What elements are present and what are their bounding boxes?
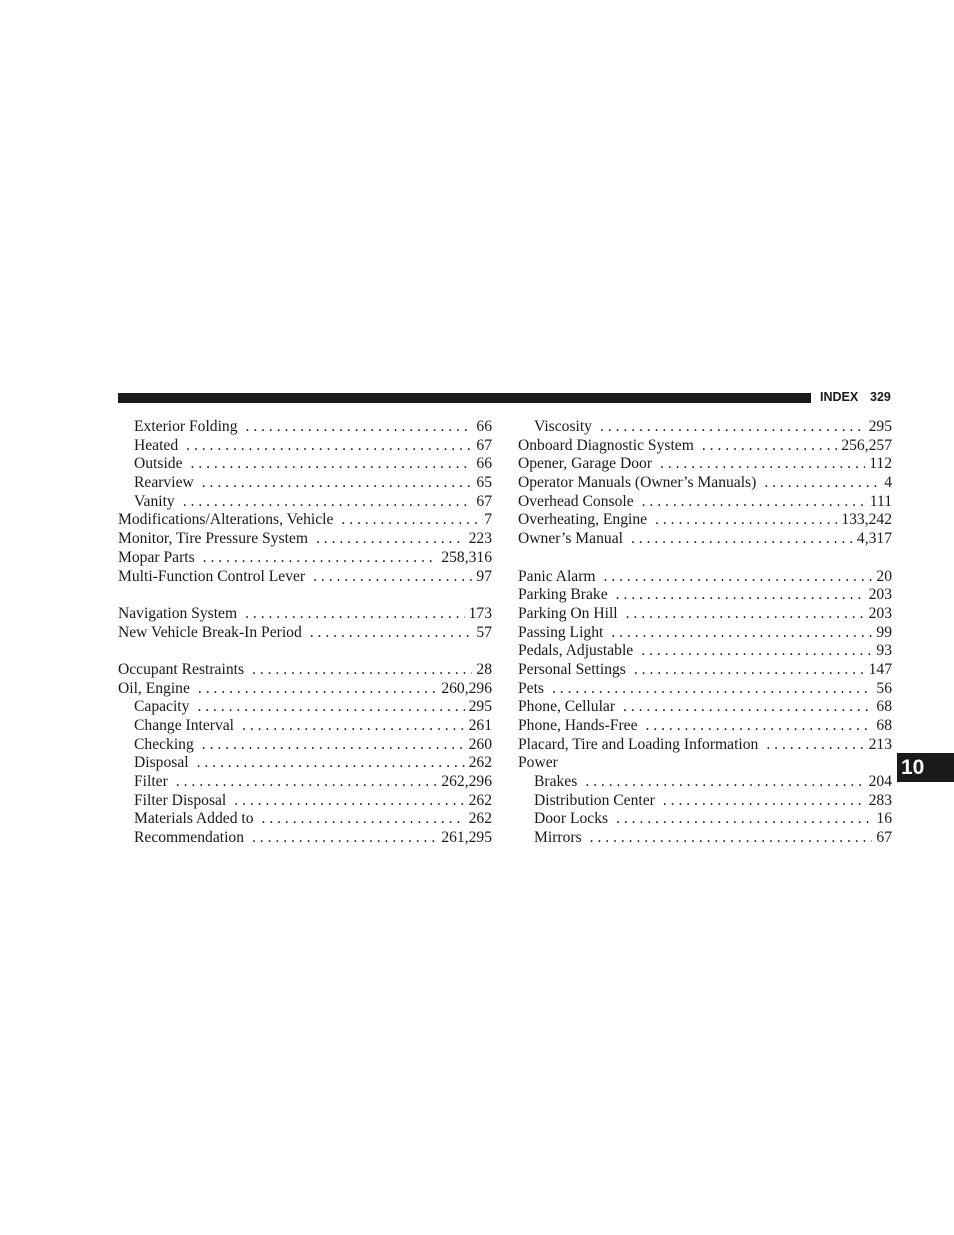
dot-leader xyxy=(341,511,480,530)
index-subentry[interactable] xyxy=(118,437,492,456)
index-subentry[interactable] xyxy=(118,829,492,848)
entry-label: Multi-Function Control Lever xyxy=(118,567,306,585)
dot-leader xyxy=(600,418,865,437)
entry-label: Placard, Tire and Loading Information xyxy=(518,735,759,753)
entry-page-ref[interactable]: 223 xyxy=(468,530,492,548)
index-subentry[interactable] xyxy=(518,418,892,437)
index-entry[interactable] xyxy=(518,605,892,624)
index-entry[interactable] xyxy=(118,680,492,699)
dot-leader xyxy=(764,474,880,493)
entry-page-ref[interactable]: 68 xyxy=(876,717,892,734)
chapter-tab[interactable]: 10 xyxy=(897,753,954,782)
index-entry[interactable] xyxy=(518,754,892,773)
entry-page-ref[interactable]: 66 xyxy=(476,418,492,435)
index-subentry[interactable] xyxy=(518,773,892,792)
index-subentry[interactable] xyxy=(118,792,492,811)
entry-page-ref[interactable]: 65 xyxy=(476,474,492,492)
entry-page-ref[interactable]: 260,296 xyxy=(441,679,492,697)
dot-leader xyxy=(623,698,872,717)
index-subentry[interactable] xyxy=(118,474,492,493)
entry-page-ref[interactable]: 258,316 xyxy=(441,548,492,566)
dot-leader xyxy=(202,736,465,755)
dot-leader xyxy=(631,530,853,549)
dot-leader xyxy=(197,754,465,773)
dot-leader xyxy=(766,736,864,755)
index-entry[interactable] xyxy=(118,530,492,549)
dot-leader xyxy=(316,530,465,549)
index-subentry[interactable] xyxy=(118,493,492,512)
entry-label: Operator Manuals (Owner’s Manuals) xyxy=(518,474,757,492)
dot-leader xyxy=(246,418,473,437)
entry-page-ref[interactable]: 295 xyxy=(868,418,892,435)
entry-page-ref[interactable]: 4 xyxy=(884,474,892,492)
entry-spacer xyxy=(518,549,892,568)
index-column-left xyxy=(118,418,492,848)
entry-page-ref[interactable]: 67 xyxy=(476,436,492,454)
index-entry[interactable] xyxy=(518,455,892,474)
dot-leader xyxy=(626,605,865,624)
index-entry[interactable] xyxy=(518,474,892,493)
entry-label: Occupant Restraints xyxy=(118,660,245,678)
entry-page-ref[interactable]: 99 xyxy=(876,623,892,641)
dot-leader xyxy=(234,792,464,811)
index-entry[interactable] xyxy=(518,511,892,530)
entry-page-ref[interactable]: 28 xyxy=(476,660,492,678)
entry-label: Overhead Console xyxy=(518,492,634,510)
entry-label: New Vehicle Break-In Period xyxy=(118,623,302,641)
index-entry[interactable] xyxy=(518,680,892,699)
entry-page-ref[interactable]: 67 xyxy=(876,829,892,847)
entry-label: Materials Added to xyxy=(134,810,254,828)
dot-leader xyxy=(611,624,872,643)
entry-spacer xyxy=(118,586,492,605)
entry-label: Outside xyxy=(134,455,183,473)
entry-label: Filter Disposal xyxy=(134,791,227,809)
entry-page-ref[interactable]: 111 xyxy=(869,492,892,510)
entry-spacer xyxy=(118,642,492,661)
entry-label: Navigation System xyxy=(118,604,238,622)
dot-leader xyxy=(660,455,865,474)
index-subentry[interactable] xyxy=(118,717,492,736)
entry-label: Capacity xyxy=(134,698,190,716)
entry-label: Parking Brake xyxy=(518,586,608,604)
entry-label: Disposal xyxy=(134,754,189,772)
dot-leader xyxy=(245,605,465,624)
header-rule xyxy=(118,393,811,403)
entry-label: Rearview xyxy=(134,474,194,492)
index-subentry[interactable] xyxy=(118,455,492,474)
index-entry[interactable] xyxy=(518,661,892,680)
entry-page-ref[interactable]: 262 xyxy=(468,791,492,809)
index-entry[interactable] xyxy=(518,624,892,643)
entry-label: Modifications/Alterations, Vehicle xyxy=(118,511,334,529)
entry-page-ref[interactable]: 213 xyxy=(868,735,892,753)
index-subentry[interactable] xyxy=(118,754,492,773)
entry-label: Vanity xyxy=(134,492,175,510)
entry-label: Overheating, Engine xyxy=(518,511,648,529)
entry-label: Oil, Engine xyxy=(118,679,190,697)
dot-leader xyxy=(198,680,437,699)
entry-page-ref[interactable]: 262,296 xyxy=(441,773,492,791)
dot-leader xyxy=(616,810,872,829)
dot-leader xyxy=(604,568,873,587)
entry-label: Filter xyxy=(134,773,168,791)
entry-label: Personal Settings xyxy=(518,660,626,678)
entry-page-ref[interactable]: 260 xyxy=(468,735,492,753)
index-entry[interactable] xyxy=(518,530,892,549)
index-subentry[interactable] xyxy=(518,810,892,829)
dot-leader xyxy=(262,810,465,829)
dot-leader xyxy=(242,717,465,736)
index-subentry[interactable] xyxy=(518,829,892,848)
entry-label: Heated xyxy=(134,436,179,454)
entry-page-ref[interactable]: 147 xyxy=(868,660,892,678)
index-entry[interactable] xyxy=(518,736,892,755)
entry-page-ref[interactable]: 256,257 xyxy=(841,436,892,454)
entry-label: Passing Light xyxy=(518,623,604,641)
entry-page-ref[interactable]: 203 xyxy=(868,604,892,622)
dot-leader xyxy=(191,455,473,474)
entry-label: Mopar Parts xyxy=(118,548,195,566)
index-subentry[interactable] xyxy=(518,792,892,811)
index-entry[interactable] xyxy=(118,549,492,568)
entry-page-ref[interactable]: 20 xyxy=(876,567,892,585)
index-subentry[interactable] xyxy=(118,736,492,755)
entry-page-ref[interactable]: 66 xyxy=(476,455,492,473)
dot-leader xyxy=(590,829,873,848)
index-subentry[interactable] xyxy=(118,773,492,792)
entry-label: Phone, Hands-Free xyxy=(518,717,638,734)
index-entry[interactable] xyxy=(118,568,492,587)
dot-leader xyxy=(252,661,472,680)
index-entry[interactable] xyxy=(118,511,492,530)
entry-label: Monitor, Tire Pressure System xyxy=(118,530,308,548)
entry-page-ref[interactable]: 295 xyxy=(468,698,492,716)
dot-leader xyxy=(202,474,473,493)
entry-label: Onboard Diagnostic System xyxy=(518,436,694,454)
dot-leader xyxy=(616,586,865,605)
index-entry[interactable] xyxy=(118,661,492,680)
entry-page-ref[interactable]: 283 xyxy=(868,791,892,809)
entry-label: Pedals, Adjustable xyxy=(518,642,634,660)
dot-leader xyxy=(634,661,865,680)
entry-label: Panic Alarm xyxy=(518,567,596,585)
entry-label: Exterior Folding xyxy=(134,418,238,435)
entry-label: Recommendation xyxy=(134,829,244,847)
entry-label: Change Interval xyxy=(134,717,235,734)
entry-page-ref[interactable]: 261 xyxy=(468,717,492,734)
entry-label: Opener, Garage Door xyxy=(518,455,653,473)
entry-page-ref[interactable]: 4,317 xyxy=(856,530,892,548)
entry-page-ref[interactable]: 68 xyxy=(876,698,892,716)
dot-leader xyxy=(641,642,872,661)
index-subentry[interactable] xyxy=(118,418,492,437)
entry-page-ref[interactable]: 16 xyxy=(876,810,892,828)
index-entry[interactable] xyxy=(518,717,892,736)
entry-label: Parking On Hill xyxy=(518,604,618,622)
index-entry[interactable] xyxy=(118,624,492,643)
entry-label: Viscosity xyxy=(534,418,592,435)
entry-label: Pets xyxy=(518,679,544,697)
index-entry[interactable] xyxy=(518,437,892,456)
entry-page-ref[interactable]: 203 xyxy=(868,586,892,604)
entry-label: Distribution Center xyxy=(534,791,655,809)
dot-leader xyxy=(252,829,437,848)
entry-page-ref[interactable]: 112 xyxy=(869,455,892,473)
index-entry[interactable] xyxy=(518,642,892,661)
dot-leader xyxy=(663,792,865,811)
entry-page-ref[interactable]: 7 xyxy=(484,511,492,529)
entry-label: Owner’s Manual xyxy=(518,530,623,548)
section-title: INDEX xyxy=(820,390,859,404)
dot-leader xyxy=(646,717,873,736)
dot-leader xyxy=(552,680,872,699)
entry-label: Brakes xyxy=(534,773,578,791)
entry-page-ref[interactable]: 67 xyxy=(476,492,492,510)
index-subentry[interactable] xyxy=(118,810,492,829)
dot-leader xyxy=(197,698,464,717)
dot-leader xyxy=(186,437,472,456)
dot-leader xyxy=(702,437,837,456)
entry-page-ref[interactable]: 204 xyxy=(868,773,892,791)
entry-label: Checking xyxy=(134,735,194,753)
index-entry[interactable] xyxy=(518,586,892,605)
entry-page-ref[interactable]: 133,242 xyxy=(841,511,892,529)
index-entry[interactable] xyxy=(518,568,892,587)
entry-page-ref[interactable]: 93 xyxy=(876,642,892,660)
entry-page-ref[interactable]: 261,295 xyxy=(441,829,492,847)
index-subentry[interactable] xyxy=(118,698,492,717)
dot-leader xyxy=(655,511,837,530)
entry-page-ref[interactable]: 57 xyxy=(476,623,492,641)
index-entry[interactable] xyxy=(118,605,492,624)
dot-leader xyxy=(310,624,473,643)
dot-leader xyxy=(176,773,438,792)
index-column-right xyxy=(518,418,892,848)
dot-leader xyxy=(203,549,438,568)
entry-label: Door Locks xyxy=(534,810,609,828)
dot-leader xyxy=(313,568,472,587)
dot-leader xyxy=(642,493,866,512)
dot-leader xyxy=(183,493,473,512)
entry-page-ref[interactable]: 56 xyxy=(876,679,892,697)
index-entry[interactable] xyxy=(518,493,892,512)
entry-page-ref[interactable]: 262 xyxy=(468,810,492,828)
dot-leader xyxy=(585,773,864,792)
entry-label: Phone, Cellular xyxy=(518,698,616,716)
entry-page-ref[interactable]: 173 xyxy=(468,604,492,622)
entry-page-ref[interactable]: 97 xyxy=(476,567,492,585)
entry-label: Mirrors xyxy=(534,829,582,847)
index-entry[interactable] xyxy=(518,698,892,717)
entry-page-ref[interactable]: 262 xyxy=(468,754,492,772)
entry-label: Power xyxy=(518,754,558,772)
page-number: 329 xyxy=(870,390,891,404)
